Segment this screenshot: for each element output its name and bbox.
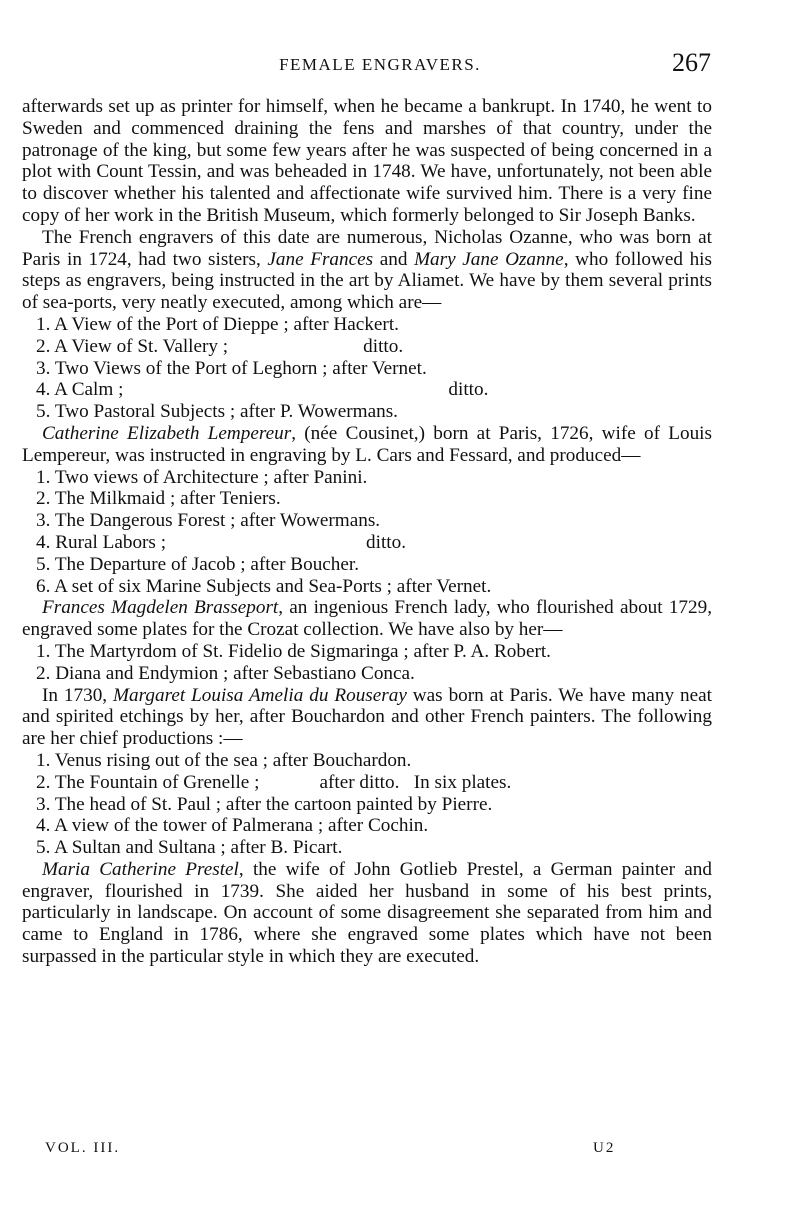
paragraph-rouseray <box>22 685 712 750</box>
list-item: 1. Venus rising out of the sea ; after Bouchardon. <box>36 749 412 771</box>
text: 4. Rural Labors ; <box>36 531 167 553</box>
ditto: ditto. <box>448 379 489 401</box>
paragraph-ozanne <box>22 227 712 314</box>
text: was born at Paris. We have many neat and spirited etchings by her, after Bouchardon and other French painters. The following are her chief productions :— <box>22 684 712 750</box>
list-item: 3. The Dangerous Forest ; after Wowermans. <box>36 510 381 532</box>
list-item: 1. The Martyrdom of St. Fidelio de Sigmaringa ; after P. A. Robert. <box>36 640 551 662</box>
list-item <box>22 772 712 794</box>
volume-label: VOL. III. <box>45 1140 121 1156</box>
text: 2. A View of St. Vallery ; <box>36 335 229 357</box>
text: after ditto. In six plates. <box>319 771 512 793</box>
paragraph-prestel <box>22 859 712 968</box>
text: The French engravers of this date are numerous, Nicholas Ozanne, who was born at Paris in 1724, had two sisters, <box>22 226 712 270</box>
list-item <box>22 379 712 401</box>
list-item: 1. A View of the Port of Dieppe ; after Hackert. <box>36 313 399 335</box>
list-item: 2. Diana and Endymion ; after Sebastiano Conca. <box>36 662 415 684</box>
signature-mark: U2 <box>593 1140 616 1156</box>
ditto: ditto. <box>366 531 407 553</box>
text: , an ingenious French lady, who flourished about 1729, engraved some plates for the Crozat collection. We have also by her— <box>22 597 712 641</box>
list-item <box>22 336 712 358</box>
list-item: 6. A set of six Marine Subjects and Sea-Ports ; after Vernet. <box>36 575 492 597</box>
page-number: 267 <box>672 48 711 77</box>
ditto: ditto. <box>363 335 404 357</box>
text: 4. A Calm ; <box>36 379 124 401</box>
list-item: 3. The head of St. Paul ; after the cartoon painted by Pierre. <box>36 793 493 815</box>
paragraph-lempereur <box>22 423 712 467</box>
list-item: 5. The Departure of Jacob ; after Boucher. <box>36 553 360 575</box>
text: In 1730, <box>42 684 114 706</box>
text: , the wife of John Gotlieb Prestel, a German painter and engraver, flourished in 1739. She aided her husband in some of his best prints, particularly in landscape. On account of some disagreement she separated from him and came to England in 1786, where she engraved some plates which have not been surpassed in the particular style in which they are executed. <box>22 858 712 968</box>
list-item: 3. Two Views of the Port of Leghorn ; after Vernet. <box>36 357 427 379</box>
list-item: 5. A Sultan and Sultana ; after B. Picart. <box>36 837 343 859</box>
text: , (née Cousinet,) born at Paris, 1726, wife of Louis Lempereur, was instructed in engraving by L. Cars and Fessard, and produced— <box>22 422 712 466</box>
name-lempereur: Catherine Elizabeth Lempereur <box>42 422 292 444</box>
list-item: 1. Two views of Architecture ; after Panini. <box>36 466 368 488</box>
list-item: 4. A view of the tower of Palmerana ; after Cochin. <box>36 815 429 837</box>
text: 2. The Fountain of Grenelle ; <box>36 771 260 793</box>
name-prestel: Maria Catherine Prestel <box>42 858 239 880</box>
running-title: FEMALE ENGRAVERS. <box>279 55 481 74</box>
text: , who followed his steps as engravers, being instructed in the art by Aliamet. We have by them several prints of sea-ports, very neatly executed, among which are— <box>22 248 712 314</box>
name-brasseport: Frances Magdelen Brasseport <box>42 597 279 619</box>
list-item <box>22 532 712 554</box>
text: and <box>373 248 415 270</box>
paragraph-brasseport <box>22 597 712 641</box>
list-item: 5. Two Pastoral Subjects ; after P. Wowermans. <box>36 401 398 423</box>
name-rouseray: Margaret Louisa Amelia du Rouseray <box>113 684 407 706</box>
paragraph-continuation: afterwards set up as printer for himself, when he became a bankrupt. In 1740, he went to Sweden and commenced draining the fens and marshes of that country, under the patronage of the king, but some few years after he was suspected of being concerned in a plot with Count Tessin, and was beheaded in 1748. We have, unfortunately, not been able to discover whether his talented and affectionate wife survived him. There is a very fine copy of her work in the British Museum, which formerly belonged to Sir Joseph Banks. <box>22 96 712 226</box>
name-mary-jane-ozanne: Mary Jane Ozanne <box>414 248 564 270</box>
name-jane-frances: Jane Frances <box>267 248 374 270</box>
page-footer <box>45 1140 635 1157</box>
page-body <box>22 96 712 968</box>
list-item: 2. The Milkmaid ; after Teniers. <box>36 488 281 510</box>
